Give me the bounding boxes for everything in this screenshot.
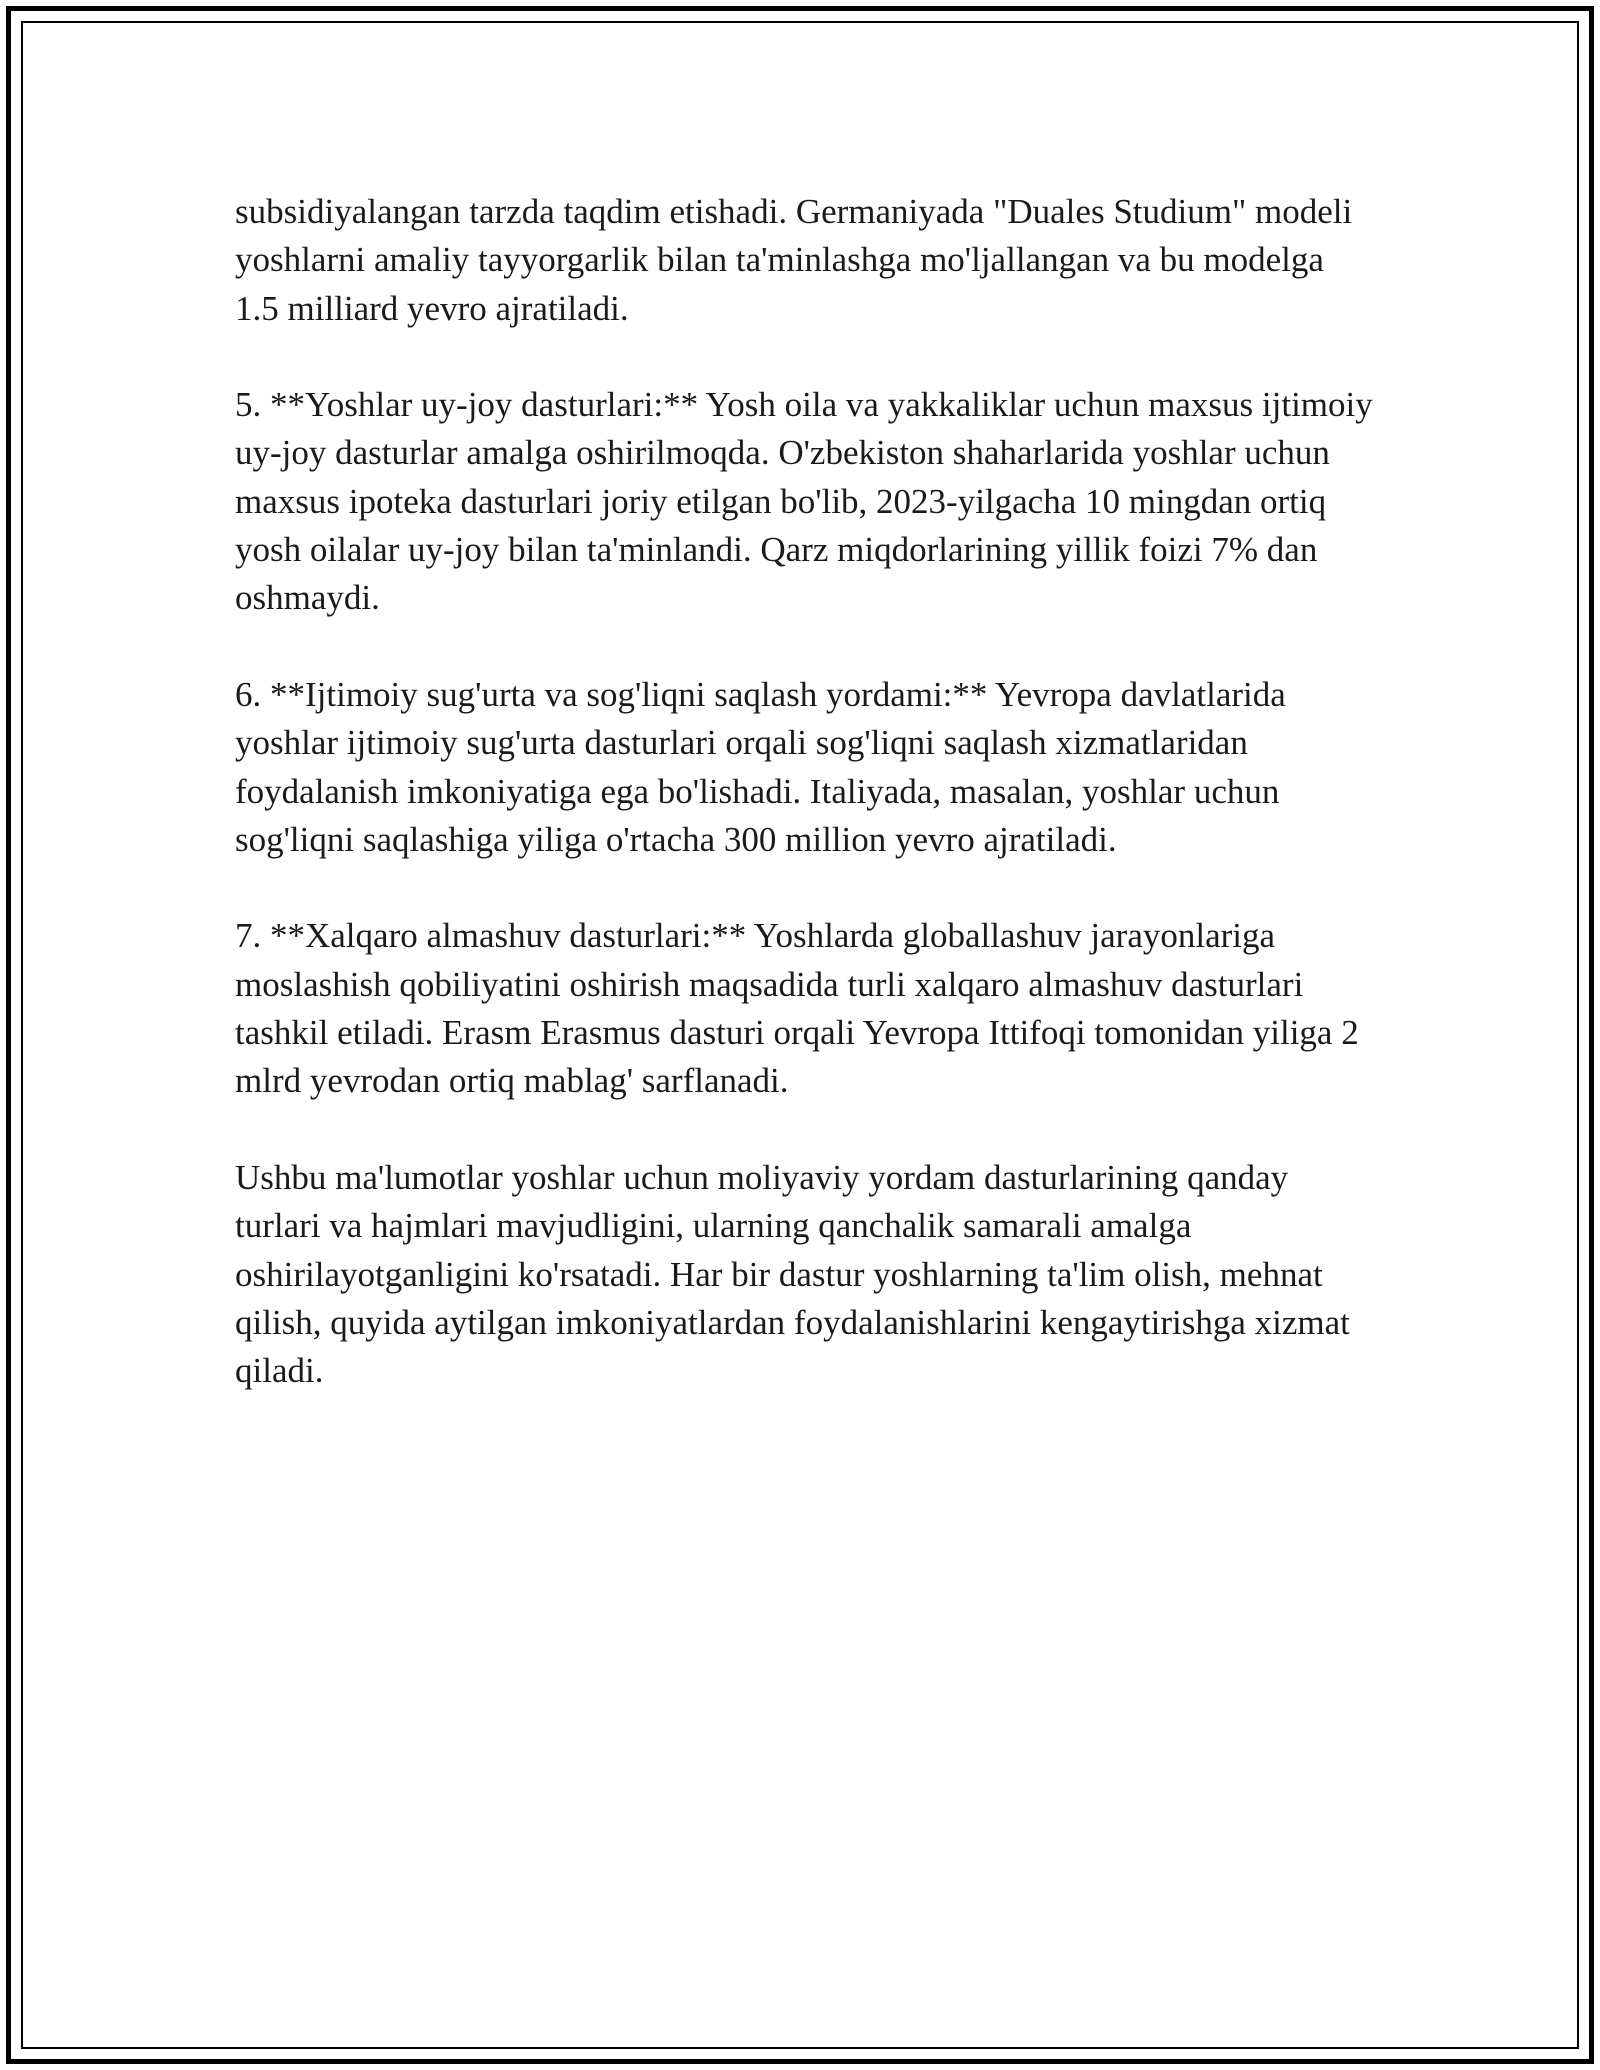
paragraph-item-7-international-exchange: 7. **Xalqaro almashuv dasturlari:** Yoshlarda globallashuv jarayonlariga moslashish qobiliyatini oshirish maqsadida turli xalqaro almashuv dasturlari tashkil etiladi. Erasm Erasmus dasturi orqali Yevropa Ittifoqi tomonidan yiliga 2 mlrd yevrodan ortiq mablag' sarflanadi. <box>235 916 1359 1101</box>
paragraph-item-6-social-insurance: 6. **Ijtimoiy sug'urta va sog'liqni saqlash yordami:** Yevropa davlatlarida yoshlar ijtimoiy sug'urta dasturlari orqali sog'liqni saqlash xizmatlaridan foydalanish imkoniyatiga ega bo'lishadi. Italiyada, masalan, yoshlar uchun sog'liqni saqlashiga yiliga o'rtacha 300 million yevro ajratiladi. <box>235 674 1286 859</box>
paragraph-conclusion: Ushbu ma'lumotlar yoshlar uchun moliyaviy yordam dasturlarining qanday turlari va hajmlari mavjudligini, ularning qanchalik samarali amalga oshirilayotganligini ko'rsatadi. Har bir dastur yoshlarning ta'lim olish, mehnat qilish, quyida aytilgan imkoniyatlardan foydalanishlarini kengaytirishga xizmat qiladi. <box>235 1157 1350 1391</box>
document-body <box>235 188 1375 1395</box>
paragraph-item-5-youth-housing: 5. **Yoshlar uy-joy dasturlari:** Yosh oila va yakkaliklar uchun maxsus ijtimoiy uy-joy dasturlar amalga oshirilmoqda. O'zbekiston shaharlarida yoshlar uchun maxsus ipoteka dasturlari joriy etilgan bo'lib, 2023-yilgacha 10 mingdan ortiq yosh oilalar uy-joy bilan ta'minlandi. Qarz miqdorlarining yillik foizi 7% dan oshmaydi. <box>235 385 1373 618</box>
paragraph-continuation: subsidiyalangan tarzda taqdim etishadi. Germaniyada "Duales Studium" modeli yoshlarni amaliy tayyorgarlik bilan ta'minlashga mo'ljallangan va bu modelga 1.5 milliard yevro ajratiladi. <box>235 192 1353 328</box>
